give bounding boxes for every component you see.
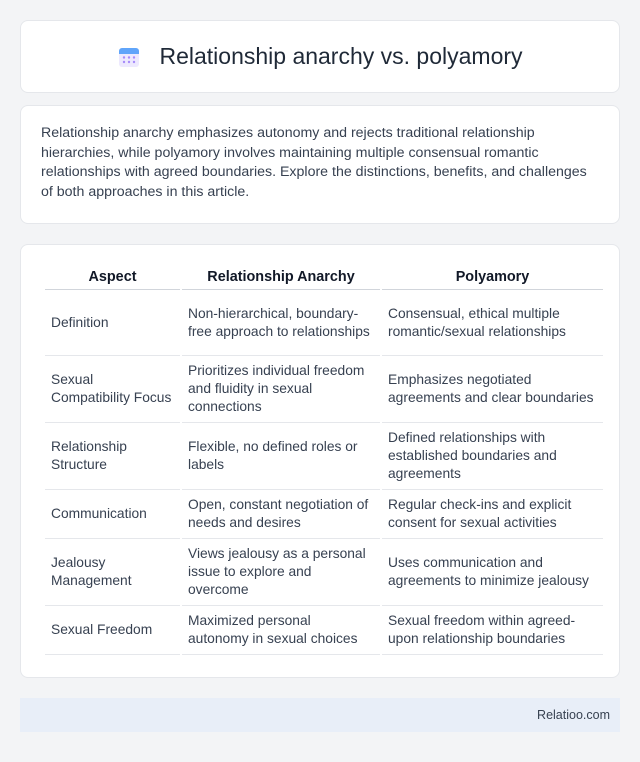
table-row <box>45 356 603 423</box>
table-cell-anarchy: Flexible, no defined roles or labels <box>182 423 380 490</box>
table-cell-anarchy: Non-hierarchical, boundary-free approach to relationships <box>182 290 380 356</box>
table-cell-aspect: Relationship Structure <box>45 423 180 490</box>
page-title: Relationship anarchy vs. polyamory <box>159 43 523 69</box>
table-cell-polyamory: Defined relationships with established boundaries and agreements <box>382 423 603 490</box>
table-cell-aspect: Jealousy Management <box>45 539 180 606</box>
table-row <box>45 606 603 655</box>
intro-card <box>20 105 620 224</box>
column-header-aspect: Aspect <box>45 265 180 290</box>
comparison-table-card <box>20 244 620 678</box>
calendar-icon <box>117 45 141 69</box>
table-cell-anarchy: Open, constant negotiation of needs and desires <box>182 490 380 539</box>
table-row <box>45 539 603 606</box>
table-cell-polyamory: Emphasizes negotiated agreements and clear boundaries <box>382 356 603 423</box>
table-cell-aspect: Sexual Compatibility Focus <box>45 356 180 423</box>
table-cell-polyamory: Consensual, ethical multiple romantic/sexual relationships <box>382 290 603 356</box>
table-cell-aspect: Communication <box>45 490 180 539</box>
table-cell-anarchy: Prioritizes individual freedom and fluidity in sexual connections <box>182 356 380 423</box>
table-header-row <box>45 265 603 290</box>
footer <box>20 698 620 732</box>
column-header-polyamory: Polyamory <box>382 265 603 290</box>
comparison-table <box>43 265 605 655</box>
table-cell-polyamory: Sexual freedom within agreed-upon relationship boundaries <box>382 606 603 655</box>
table-cell-polyamory: Uses communication and agreements to minimize jealousy <box>382 539 603 606</box>
footer-brand: Relatioo.com <box>537 708 610 722</box>
table-row <box>45 490 603 539</box>
table-cell-anarchy: Maximized personal autonomy in sexual choices <box>182 606 380 655</box>
table-cell-polyamory: Regular check-ins and explicit consent for sexual activities <box>382 490 603 539</box>
column-header-relationship-anarchy: Relationship Anarchy <box>182 265 380 290</box>
table-row <box>45 423 603 490</box>
table-cell-anarchy: Views jealousy as a personal issue to explore and overcome <box>182 539 380 606</box>
title-card <box>20 20 620 93</box>
table-cell-aspect: Sexual Freedom <box>45 606 180 655</box>
intro-text: Relationship anarchy emphasizes autonomy and rejects traditional relationship hierarchies, while polyamory involves maintaining multiple consensual romantic relationships with agreed boundaries. Explore the distinctions, benefits, and challenges of both approaches in this article. <box>41 125 587 200</box>
table-cell-aspect: Definition <box>45 290 180 356</box>
table-row <box>45 290 603 356</box>
